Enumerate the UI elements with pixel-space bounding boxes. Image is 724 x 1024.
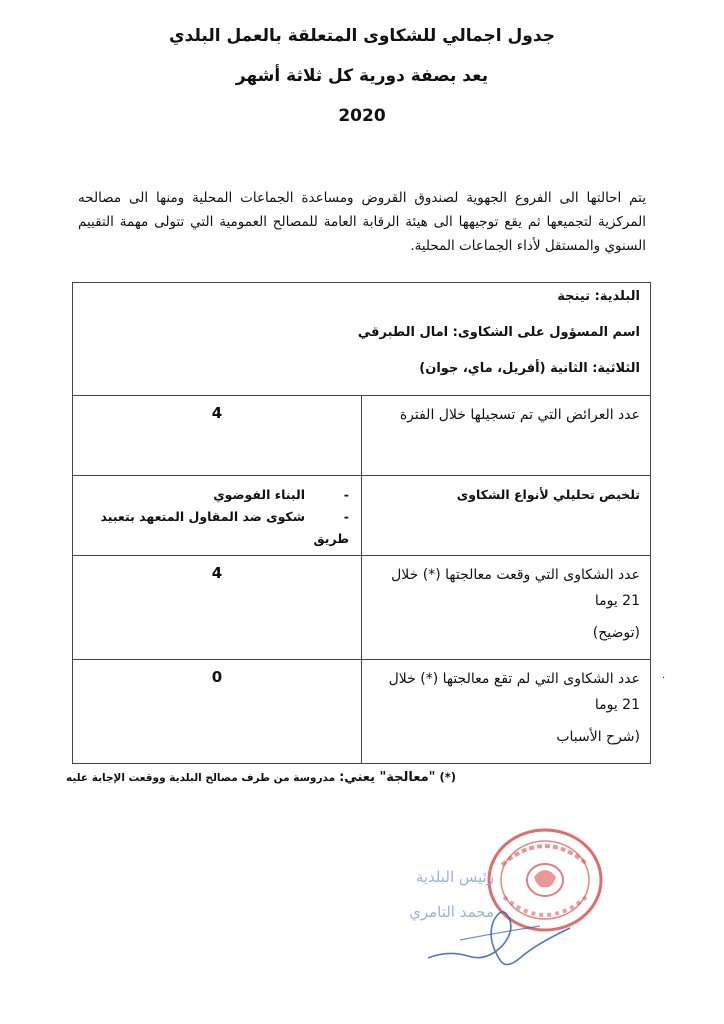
table-row [73, 476, 651, 556]
municipality-label: البلدية: تينجة [557, 289, 640, 304]
document-subtitle: يعد بصفة دورية كل ثلاثة أشهر [235, 66, 489, 86]
complaint-types-list [73, 484, 349, 550]
title-block [0, 24, 724, 128]
registered-label: عدد العرائض التي تم تسجيلها خلال الفترة [362, 396, 651, 476]
unprocessed-label-cell [362, 660, 651, 764]
complaints-table [72, 282, 651, 764]
intro-paragraph: يتم احالتها الى الفروع الجهوية لصندوق القروض ومساعدة الجماعات المحلية ومنها الى مصالحه المركزية لتجميعها ثم يقع توجيهها الى هيئة الرقابة العامة للمصالح العمومية التي تتولى مهمة التقييم السنوي والمستقل لأداء الجماعات المحلية. [78, 190, 646, 254]
unprocessed-value: 0 [73, 660, 362, 764]
unprocessed-label: عدد الشكاوى التي لم تقع معالجتها (*) خلال [388, 671, 640, 687]
processed-label-cell [362, 556, 651, 660]
signature-title: رئيس البلدية [415, 868, 494, 886]
unprocessed-days: 21 يوما [594, 697, 640, 713]
unprocessed-note: (شرح الأسباب [556, 729, 640, 745]
registered-value: 4 [73, 396, 362, 476]
footnote-term: "معالجة" يعني: [339, 770, 436, 785]
footnote-marker: (*) [439, 770, 456, 784]
types-list-cell [73, 476, 362, 556]
document-year: 2020 [338, 106, 386, 126]
margin-dot: · [662, 673, 666, 684]
footnote [66, 770, 456, 785]
list-item: - البناء الفوضوي [73, 484, 349, 506]
list-item: - شكوى ضد المقاول المتعهد بتعبيد طريق [73, 506, 349, 550]
officer-label: اسم المسؤول على الشكاوى: امال الطبرقي [357, 325, 640, 340]
table-row [73, 556, 651, 660]
processed-days: 21 يوما [594, 593, 640, 609]
quarter-label: الثلاثية: الثانية (أفريل، ماي، جوان) [419, 361, 640, 376]
processed-value: 4 [73, 556, 362, 660]
document-title: جدول اجمالي للشكاوى المتعلقة بالعمل البلدي [169, 26, 555, 46]
table-header-cell [73, 283, 651, 396]
signature-name: محمد التامري [409, 903, 494, 921]
footnote-text: مدروسة من طرف مصالح البلدية ووقعت الإجابة عليه [65, 772, 336, 784]
processed-label: عدد الشكاوى التي وقعت معالجتها (*) خلال [391, 567, 640, 583]
types-label: تلخيص تحليلي لأنواع الشكاوى [362, 476, 651, 556]
table-row [73, 660, 651, 764]
table-row [73, 396, 651, 476]
processed-note: (توضيح) [592, 625, 640, 641]
handwritten-signature-icon [420, 880, 580, 970]
